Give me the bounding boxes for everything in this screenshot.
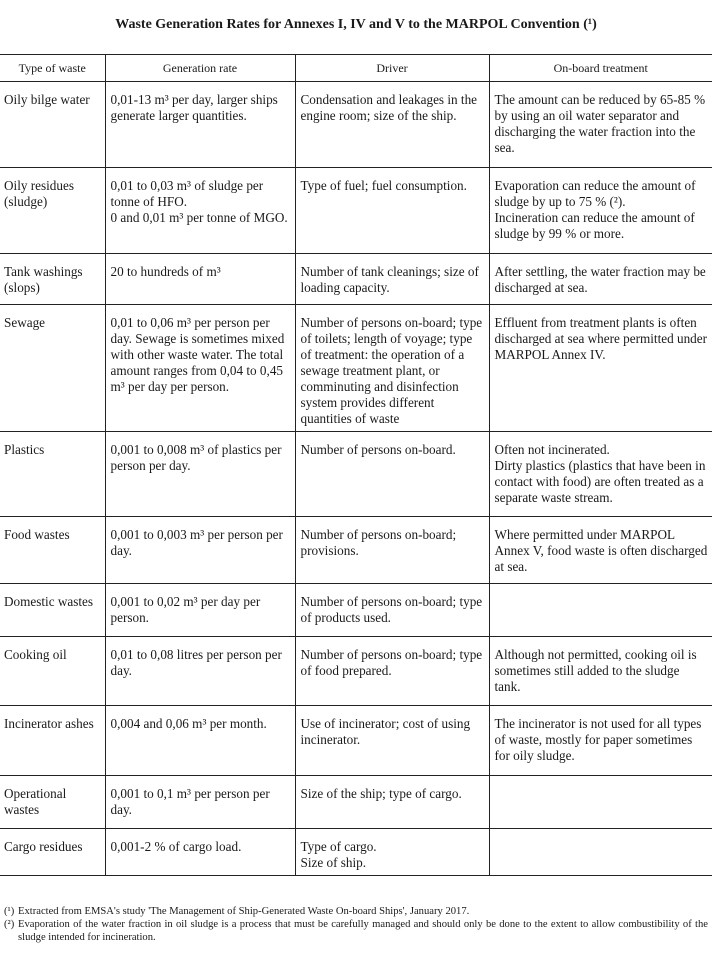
cell-generation-rate-line: 0,01-13 m³ per day, larger ships generate larger quantities. [110,92,278,123]
table-row [0,82,712,168]
cell-generation-rate [105,829,295,876]
cell-treatment [489,706,712,776]
cell-treatment-line: Evaporation can reduce the amount of sludge by up to 75 % (²). [494,178,696,209]
cell-treatment [489,432,712,517]
cell-treatment-line: Although not permitted, cooking oil is sometimes still added to the sludge tank. [494,647,697,694]
cell-driver-line: Number of persons on-board. [300,442,456,457]
cell-generation-rate-line: 0,001 to 0,1 m³ per person per day. [110,786,270,817]
cell-driver-line: Size of ship. [300,855,367,870]
cell-treatment [489,584,712,637]
cell-waste-type: Food wastes [0,517,105,584]
cell-driver-line: Type of fuel; fuel consumption. [300,178,467,193]
waste-generation-table [0,54,712,876]
cell-driver-line: Number of tank cleanings; size of loading capacity. [300,264,479,295]
cell-driver-line: Number of persons on-board; type of food prepared. [300,647,483,678]
cell-generation-rate-line: 0 and 0,01 m³ per tonne of MGO. [110,210,288,225]
table-row [0,829,712,876]
cell-waste-type: Tank washings (slops) [0,254,105,305]
table-row [0,706,712,776]
cell-waste-type: Oily bilge water [0,82,105,168]
cell-waste-type: Sewage [0,305,105,432]
table-row [0,168,712,254]
table-row [0,254,712,305]
cell-driver [295,168,489,254]
cell-driver [295,584,489,637]
cell-treatment-line: Where permitted under MARPOL Annex V, food waste is often discharged at sea. [494,527,708,574]
cell-waste-type: Plastics [0,432,105,517]
table-row [0,305,712,432]
cell-driver-line: Size of the ship; type of cargo. [300,786,462,801]
cell-driver [295,254,489,305]
cell-treatment [489,776,712,829]
cell-driver [295,517,489,584]
cell-generation-rate [105,584,295,637]
footnote-text: Evaporation of the water fraction in oil sludge is a process that must be carefully managed and should only be done to the extent to allow combustibility of the sludge intended for incineration. [18,919,708,943]
cell-driver [295,305,489,432]
table-row [0,432,712,517]
cell-treatment [489,305,712,432]
cell-generation-rate [105,82,295,168]
cell-generation-rate-line: 0,001-2 % of cargo load. [110,839,242,854]
cell-driver [295,706,489,776]
table-row [0,776,712,829]
cell-treatment-line: Often not incinerated. [494,442,610,457]
cell-generation-rate-line: 0,01 to 0,06 m³ per person per day. Sewage is sometimes mixed with other waste water. The total amount ranges from 0,04 to 0,45 m³ per day per person. [110,315,285,394]
footnote [4,918,708,944]
cell-treatment [489,82,712,168]
cell-generation-rate-line: 0,001 to 0,02 m³ per day per person. [110,594,261,625]
cell-driver-line: Condensation and leakages in the engine room; size of the ship. [300,92,478,123]
cell-generation-rate-line: 0,01 to 0,08 litres per person per day. [110,647,282,678]
cell-driver [295,82,489,168]
table-body [0,82,712,876]
cell-driver-line: Use of incinerator; cost of using incinerator. [300,716,471,747]
cell-generation-rate [105,517,295,584]
column-header-treatment: On-board treatment [489,55,712,82]
cell-generation-rate [105,432,295,517]
cell-treatment-line: Dirty plastics (plastics that have been in contact with food) are often treated as a separate waste stream. [494,458,706,505]
cell-waste-type: Oily residues (sludge) [0,168,105,254]
cell-treatment [489,254,712,305]
cell-treatment-line: The amount can be reduced by 65-85 % by using an oil water separator and discharging the water fraction into the sea. [494,92,706,155]
cell-waste-type: Incinerator ashes [0,706,105,776]
cell-treatment [489,637,712,706]
cell-waste-type: Operational wastes [0,776,105,829]
footnotes [4,905,708,944]
cell-driver-line: Number of persons on-board; provisions. [300,527,457,558]
column-header-type: Type of waste [0,55,105,82]
cell-generation-rate-line: 0,001 to 0,008 m³ of plastics per person per day. [110,442,282,473]
cell-generation-rate [105,305,295,432]
cell-treatment-line: Incineration can reduce the amount of sludge by 99 % or more. [494,210,695,241]
cell-driver [295,776,489,829]
table-row [0,584,712,637]
column-header-driver: Driver [295,55,489,82]
table-title: Waste Generation Rates for Annexes I, IV and V to the MARPOL Convention (¹) [115,17,597,32]
cell-treatment [489,517,712,584]
footnote-text: Extracted from EMSA's study 'The Management of Ship-Generated Waste On-board Ships', January 2017. [18,906,470,917]
cell-generation-rate [105,168,295,254]
cell-driver-line: Type of cargo. [300,839,377,854]
cell-generation-rate [105,776,295,829]
cell-driver [295,432,489,517]
cell-treatment [489,829,712,876]
footnote [4,905,708,918]
table-row [0,517,712,584]
footnote-mark: (²) [4,919,15,930]
cell-driver-line: Number of persons on-board; type of toilets; length of voyage; type of treatment: the operation of a sewage treatment plant, or comminuting and disinfection system provides different quantities of waste [300,315,483,426]
cell-driver [295,829,489,876]
cell-treatment-line: Effluent from treatment plants is often discharged at sea where permitted under MARPOL Annex IV. [494,315,708,362]
cell-generation-rate [105,637,295,706]
cell-generation-rate-line: 0,004 and 0,06 m³ per month. [110,716,267,731]
cell-waste-type: Domestic wastes [0,584,105,637]
cell-driver-line: Number of persons on-board; type of products used. [300,594,483,625]
header-row [0,55,712,82]
cell-generation-rate-line: 0,01 to 0,03 m³ of sludge per tonne of HFO. [110,178,264,209]
cell-treatment-line: After settling, the water fraction may be discharged at sea. [494,264,706,295]
cell-driver [295,637,489,706]
cell-generation-rate-line: 0,001 to 0,003 m³ per person per day. [110,527,283,558]
table-row [0,637,712,706]
cell-generation-rate [105,706,295,776]
column-header-rate: Generation rate [105,55,295,82]
cell-generation-rate [105,254,295,305]
cell-waste-type: Cargo residues [0,829,105,876]
cell-treatment [489,168,712,254]
footnote-mark: (¹) [4,906,15,917]
cell-waste-type: Cooking oil [0,637,105,706]
cell-generation-rate-line: 20 to hundreds of m³ [110,264,221,279]
cell-treatment-line: The incinerator is not used for all types of waste, mostly for paper sometimes for oily sludge. [494,716,702,763]
